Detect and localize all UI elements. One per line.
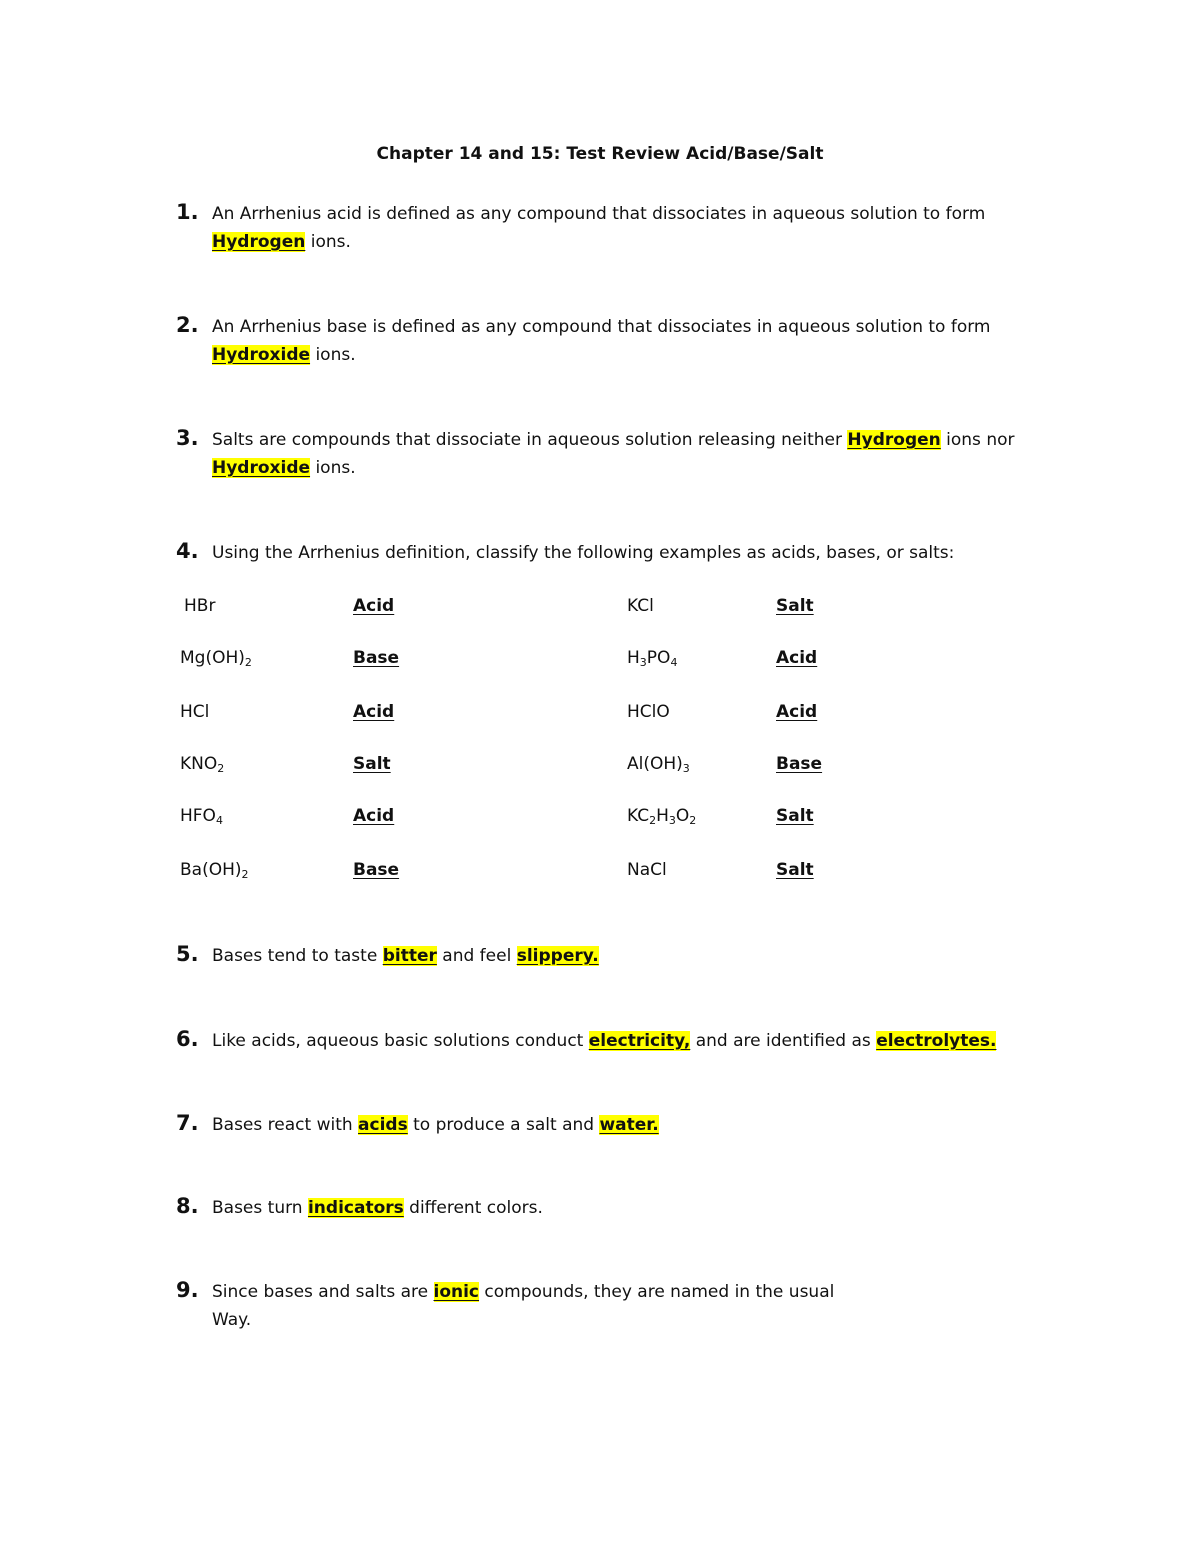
question-text: Bases tend to taste	[212, 946, 383, 966]
formula: HClO	[627, 702, 670, 722]
formula: $KNO_2$	[180, 754, 225, 775]
answer-highlight: Hydroxide	[212, 458, 311, 478]
question-number: 4.	[176, 539, 199, 563]
question-1	[176, 200, 1056, 256]
formula: $Mg(OH)_2$	[180, 648, 252, 669]
question-text: Since bases and salts are	[212, 1282, 434, 1302]
question-4	[176, 539, 1056, 567]
question-2	[176, 313, 1056, 369]
classification-answer: Salt	[776, 860, 814, 880]
formula: $Al(OH)_3$	[627, 754, 690, 775]
classification-answer: Acid	[353, 806, 395, 826]
classification-answer: Acid	[776, 648, 818, 668]
question-number: 7.	[176, 1111, 199, 1135]
classification-answer: Base	[353, 860, 400, 880]
formula: HCl	[180, 702, 210, 722]
answer-highlight: indicators	[307, 1198, 404, 1218]
answer-highlight: slippery.	[516, 946, 599, 966]
page-title: Chapter 14 and 15: Test Review Acid/Base/Salt	[376, 144, 824, 164]
question-text: ions nor	[940, 430, 1015, 450]
formula: $H_3PO_4$	[627, 648, 678, 669]
question-text: Bases turn	[212, 1198, 308, 1218]
classification-answer: Acid	[353, 596, 395, 616]
answer-highlight: electricity,	[588, 1031, 691, 1051]
question-7	[176, 1111, 1056, 1139]
answer-highlight: bitter	[382, 946, 437, 966]
formula: $HFO_4$	[180, 806, 223, 827]
formula: NaCl	[627, 860, 667, 880]
question-5	[176, 942, 1056, 970]
question-text: Way.	[212, 1310, 252, 1330]
question-number: 2.	[176, 313, 199, 337]
question-number: 3.	[176, 426, 199, 450]
classification-answer: Salt	[776, 806, 814, 826]
question-text: ions.	[305, 232, 351, 252]
classification-answer: Acid	[353, 702, 395, 722]
question-text: Salts are compounds that dissociate in aqueous solution releasing neither	[212, 430, 848, 450]
question-number: 9.	[176, 1278, 199, 1302]
classification-answer: Acid	[776, 702, 818, 722]
classification-answer: Salt	[353, 754, 391, 774]
question-text: Bases react with	[212, 1115, 359, 1135]
question-text: compounds, they are named in the usual	[479, 1282, 835, 1302]
question-6	[176, 1027, 1056, 1055]
question-9	[176, 1278, 1056, 1334]
question-text: ions.	[310, 345, 356, 365]
formula: $KC_2H_3O_2$	[627, 806, 697, 827]
question-text: to produce a salt and	[407, 1115, 600, 1135]
question-text: Like acids, aqueous basic solutions conduct	[212, 1031, 589, 1051]
question-text: ions.	[310, 458, 356, 478]
question-number: 1.	[176, 200, 199, 224]
question-number: 6.	[176, 1027, 199, 1051]
question-number: 8.	[176, 1194, 199, 1218]
answer-highlight: acids	[358, 1115, 408, 1135]
answer-highlight: ionic	[433, 1282, 480, 1302]
answer-highlight: Hydrogen	[212, 232, 306, 252]
question-text: An Arrhenius base is defined as any compound that dissociates in aqueous solution to form	[212, 317, 991, 337]
answer-highlight: Hydrogen	[847, 430, 941, 450]
answer-highlight: water.	[599, 1115, 659, 1135]
formula: KCl	[627, 596, 654, 616]
question-3	[176, 426, 1056, 482]
question-text: and feel	[436, 946, 517, 966]
question-text: different colors.	[403, 1198, 543, 1218]
classification-answer: Base	[776, 754, 823, 774]
formula: $Ba(OH)_2$	[180, 860, 249, 881]
question-text: An Arrhenius acid is defined as any compound that dissociates in aqueous solution to form	[212, 204, 986, 224]
question-number: 5.	[176, 942, 199, 966]
answer-highlight: Hydroxide	[212, 345, 311, 365]
question-text: Using the Arrhenius definition, classify the following examples as acids, bases, or salts:	[212, 543, 955, 563]
answer-highlight: electrolytes.	[876, 1031, 997, 1051]
classification-answer: Salt	[776, 596, 814, 616]
classification-answer: Base	[353, 648, 400, 668]
formula: HBr	[184, 596, 216, 616]
question-8	[176, 1194, 1056, 1222]
question-text: and are identified as	[690, 1031, 877, 1051]
